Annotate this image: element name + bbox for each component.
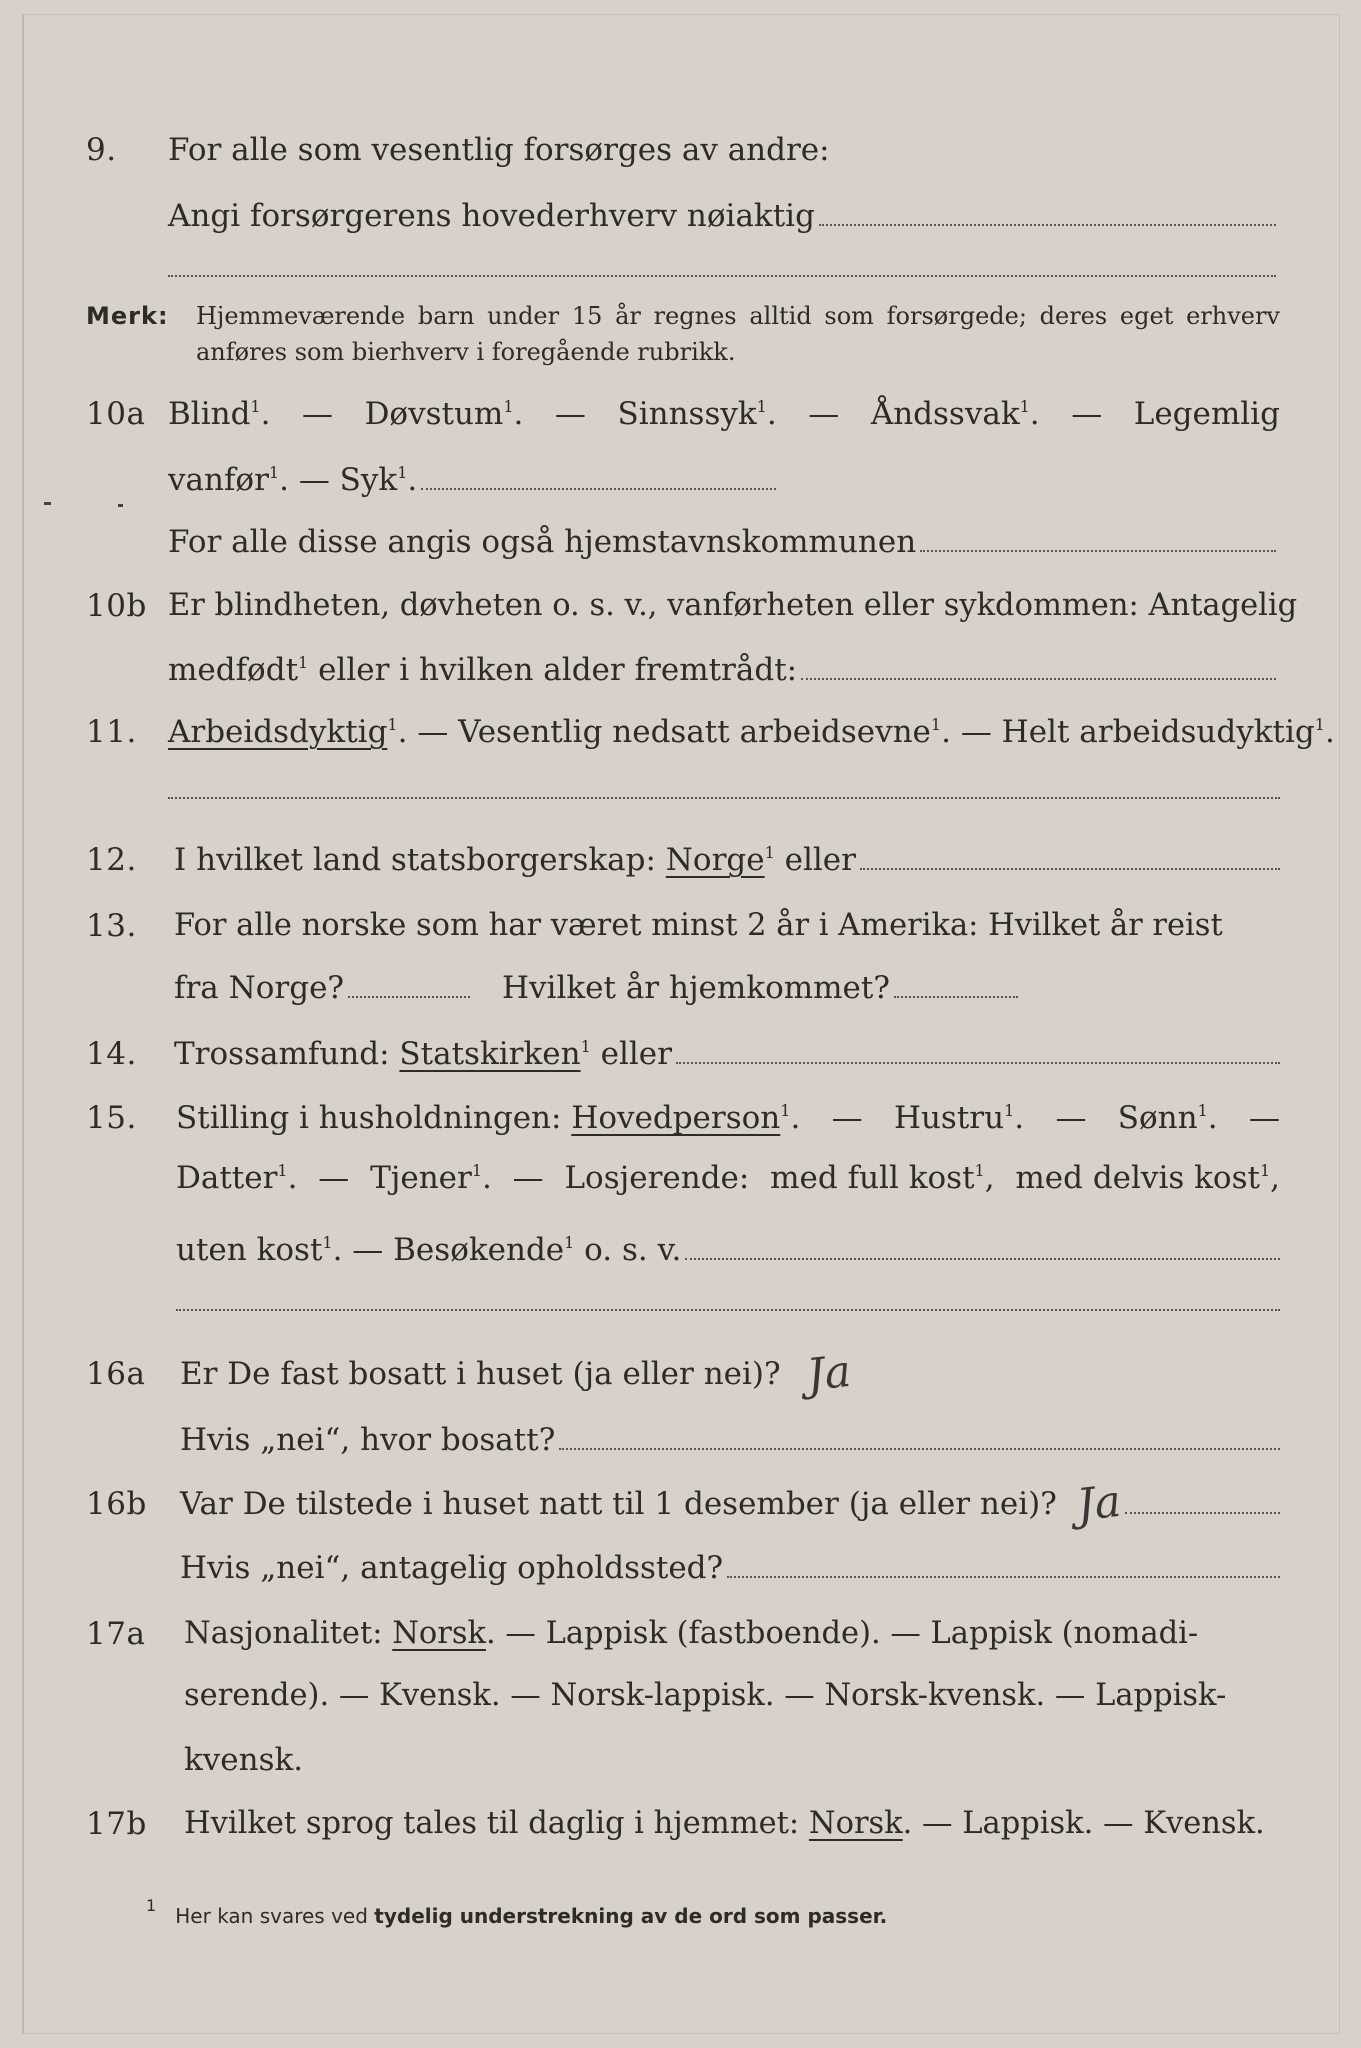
question-10a-row-3 <box>0 516 1361 568</box>
question-11-row: 11. Arbeidsdyktig$^1$. — Vesentlig nedsatt arbeidsevne$^1$. — Helt arbeidsudyktig$^1$. <box>0 706 1361 758</box>
nationality-options: serende). — Kvensk. — Norsk-lappisk. — Norsk-kvensk. — Lappisk- <box>184 1678 1227 1713</box>
option-delvis-kost[interactable]: med delvis kost <box>1015 1160 1260 1196</box>
question-10a-row-2: vanfør$^1$. — Syk$^1$. <box>0 454 1361 506</box>
question-17a-row-3 <box>0 1734 1361 1786</box>
question-14-row: 14. Trossamfund: Statskirken$^1$ eller <box>0 1028 1361 1080</box>
ink-mark <box>118 504 123 507</box>
answer-dotted-line[interactable] <box>1125 1512 1280 1514</box>
answer-dotted-line[interactable] <box>676 1062 1280 1064</box>
option-full-kost[interactable]: med full kost <box>770 1160 975 1196</box>
onset-age-label: eller i hvilken alder fremtrådt: <box>308 652 798 688</box>
answer-dotted-line[interactable] <box>559 1448 1280 1450</box>
whereabouts-label: Hvis „nei“, antagelig opholdssted? <box>180 1550 724 1586</box>
household-position-label: Stilling i husholdningen: <box>176 1100 572 1136</box>
merk-label: Merk: <box>86 302 169 330</box>
answer-dotted-line[interactable] <box>920 550 1276 552</box>
answer-dotted-line[interactable] <box>819 224 1276 226</box>
question-15-row: 15. Stilling i husholdningen: Hovedperson$^1$. — Hustru$^1$. — Sønn$^1$. — <box>0 1092 1361 1144</box>
question-17a-row-2 <box>0 1670 1361 1722</box>
answer-dotted-line[interactable] <box>685 1258 1280 1260</box>
answer-dotted-line[interactable] <box>421 488 776 490</box>
question-16a-row <box>0 1345 1361 1402</box>
question-13-row-2 <box>0 962 1361 1014</box>
question-16b-row-2 <box>0 1542 1361 1594</box>
question-10b-row-2: medfødt$^1$ eller i hvilken alder fremtrådt: <box>0 644 1361 696</box>
option-sinnssyk[interactable]: Sinnssyk <box>617 396 757 432</box>
option-norsk-nationality[interactable]: Norsk <box>392 1616 486 1651</box>
question-9-row-2 <box>0 190 1361 242</box>
option-arbeidsdyktig[interactable]: Arbeidsdyktig <box>168 714 388 750</box>
language-label: Hvilket sprog tales til daglig i hjemmet: <box>184 1806 809 1841</box>
question-16b-text: Var De tilstede i huset natt til 1 desember (ja eller nei)? <box>180 1486 1057 1522</box>
citizenship-label: I hvilket land statsborgerskap: <box>174 842 666 878</box>
residence-label: Hvis „nei“, hvor bosatt? <box>180 1422 556 1458</box>
question-number: 12. <box>86 842 137 878</box>
handwritten-answer-16a[interactable]: Ja <box>804 1345 854 1402</box>
question-number: 15. <box>86 1100 137 1136</box>
losjerende-label: Losjerende: <box>564 1160 750 1196</box>
question-number: 10b <box>86 588 147 624</box>
option-tjener[interactable]: Tjener <box>370 1160 472 1196</box>
nationality-label: Nasjonalitet: <box>184 1616 393 1651</box>
option-legemlig[interactable]: Legemlig <box>1133 396 1280 432</box>
question-number: 17a <box>86 1616 146 1652</box>
question-16a-row-2 <box>0 1414 1361 1466</box>
question-10a-row: 10a Blind$^1$. — Døvstum$^1$. — Sinnssyk$^1$. — Åndssvak$^1$. — Legemlig <box>0 388 1361 440</box>
question-13-text: For alle norske som har været minst 2 år i Amerika: Hvilket år reist <box>174 908 1223 943</box>
question-9-provider-label: Angi forsørgerens hovederhverv nøiaktig <box>168 198 815 234</box>
answer-dotted-line[interactable] <box>168 797 1280 799</box>
question-10b-text: Er blindheten, døvheten o. s. v., vanførheten eller sykdommen: Antagelig <box>168 588 1298 623</box>
question-number: 14. <box>86 1036 137 1072</box>
option-norsk-language[interactable]: Norsk <box>808 1806 903 1841</box>
footnote: $^1$ Her kan svares ved tydelig understrekning av de ord som passer. <box>146 1896 888 1928</box>
merk-note: Hjemmeværende barn under 15 år regnes alltid som forsørgede; deres eget erhverv anføres som bierhverv i foregående rubrikk. <box>196 302 1280 366</box>
question-number: 9. <box>86 132 117 168</box>
option-blind[interactable]: Blind <box>168 396 251 432</box>
option-hustru[interactable]: Hustru <box>893 1100 1005 1136</box>
option-arbeidsudyktig[interactable]: Helt arbeidsudyktig <box>1001 714 1315 750</box>
question-12-row: 12. I hvilket land statsborgerskap: Norge$^1$ eller <box>0 834 1361 886</box>
answer-dotted-line[interactable] <box>168 275 1276 277</box>
question-number: 16b <box>86 1486 147 1522</box>
footnote-mark: 1 <box>146 1896 157 1915</box>
home-municipality-label: For alle disse angis også hjemstavnskommunen <box>168 524 917 560</box>
answer-dotted-line[interactable] <box>176 1309 1280 1311</box>
option-hovedperson[interactable]: Hovedperson <box>571 1100 781 1136</box>
option-sonn[interactable]: Sønn <box>1117 1100 1198 1136</box>
option-syk[interactable]: Syk <box>339 462 398 498</box>
question-number: 17b <box>86 1806 147 1842</box>
question-15-row-2: Datter$^1$. — Tjener$^1$. — Losjerende: med full kost$^1$, med delvis kost$^1$, <box>0 1152 1361 1204</box>
answer-dotted-line[interactable] <box>801 678 1276 680</box>
question-17b-row: 17b Hvilket sprog tales til daglig i hjemmet: Norsk. — Lappisk. — Kvensk. <box>0 1798 1361 1850</box>
departure-year-label: fra Norge? <box>174 970 345 1006</box>
option-norge[interactable]: Norge <box>665 842 765 878</box>
answer-dotted-line[interactable] <box>348 996 470 998</box>
answer-dotted-line[interactable] <box>727 1576 1280 1578</box>
religion-label: Trossamfund: <box>174 1036 400 1072</box>
option-statskirken[interactable]: Statskirken <box>399 1036 581 1072</box>
question-number: 13. <box>86 908 137 944</box>
question-15-row-3: uten kost$^1$. — Besøkende$^1$ o. s. v. <box>0 1224 1361 1276</box>
question-number: 10a <box>86 396 146 432</box>
question-9-row <box>0 124 1361 176</box>
question-17a-row: 17a Nasjonalitet: Norsk. — Lappisk (fastboende). — Lappisk (nomadi- <box>0 1608 1361 1660</box>
option-vanfor[interactable]: vanfør <box>168 462 269 498</box>
answer-dotted-line[interactable] <box>894 996 1018 998</box>
answer-dotted-line[interactable] <box>860 868 1280 870</box>
handwritten-answer-16b[interactable]: Ja <box>1074 1475 1124 1532</box>
ink-mark <box>44 502 51 505</box>
question-number: 16a <box>86 1356 146 1392</box>
option-medfodt[interactable]: medfødt <box>168 652 299 688</box>
question-16b-row <box>0 1475 1361 1532</box>
question-number: 11. <box>86 714 137 750</box>
return-year-label: Hvilket år hjemkommet? <box>502 970 890 1006</box>
question-16a-text: Er De fast bosatt i huset (ja eller nei)? <box>180 1356 781 1392</box>
option-nedsatt-arbeidsevne[interactable]: Vesentlig nedsatt arbeidsevne <box>458 714 931 750</box>
option-besokende[interactable]: Besøkende <box>393 1232 565 1268</box>
question-9-text: For alle som vesentlig forsørges av andre: <box>168 132 830 168</box>
option-uten-kost[interactable]: uten kost <box>176 1232 323 1268</box>
option-andssvak[interactable]: Åndssvak <box>870 396 1020 432</box>
nationality-options-end: kvensk. <box>184 1742 304 1778</box>
option-datter[interactable]: Datter <box>176 1160 278 1196</box>
question-10b-row <box>0 580 1361 632</box>
question-13-row <box>0 900 1361 952</box>
option-dovstum[interactable]: Døvstum <box>364 396 504 432</box>
